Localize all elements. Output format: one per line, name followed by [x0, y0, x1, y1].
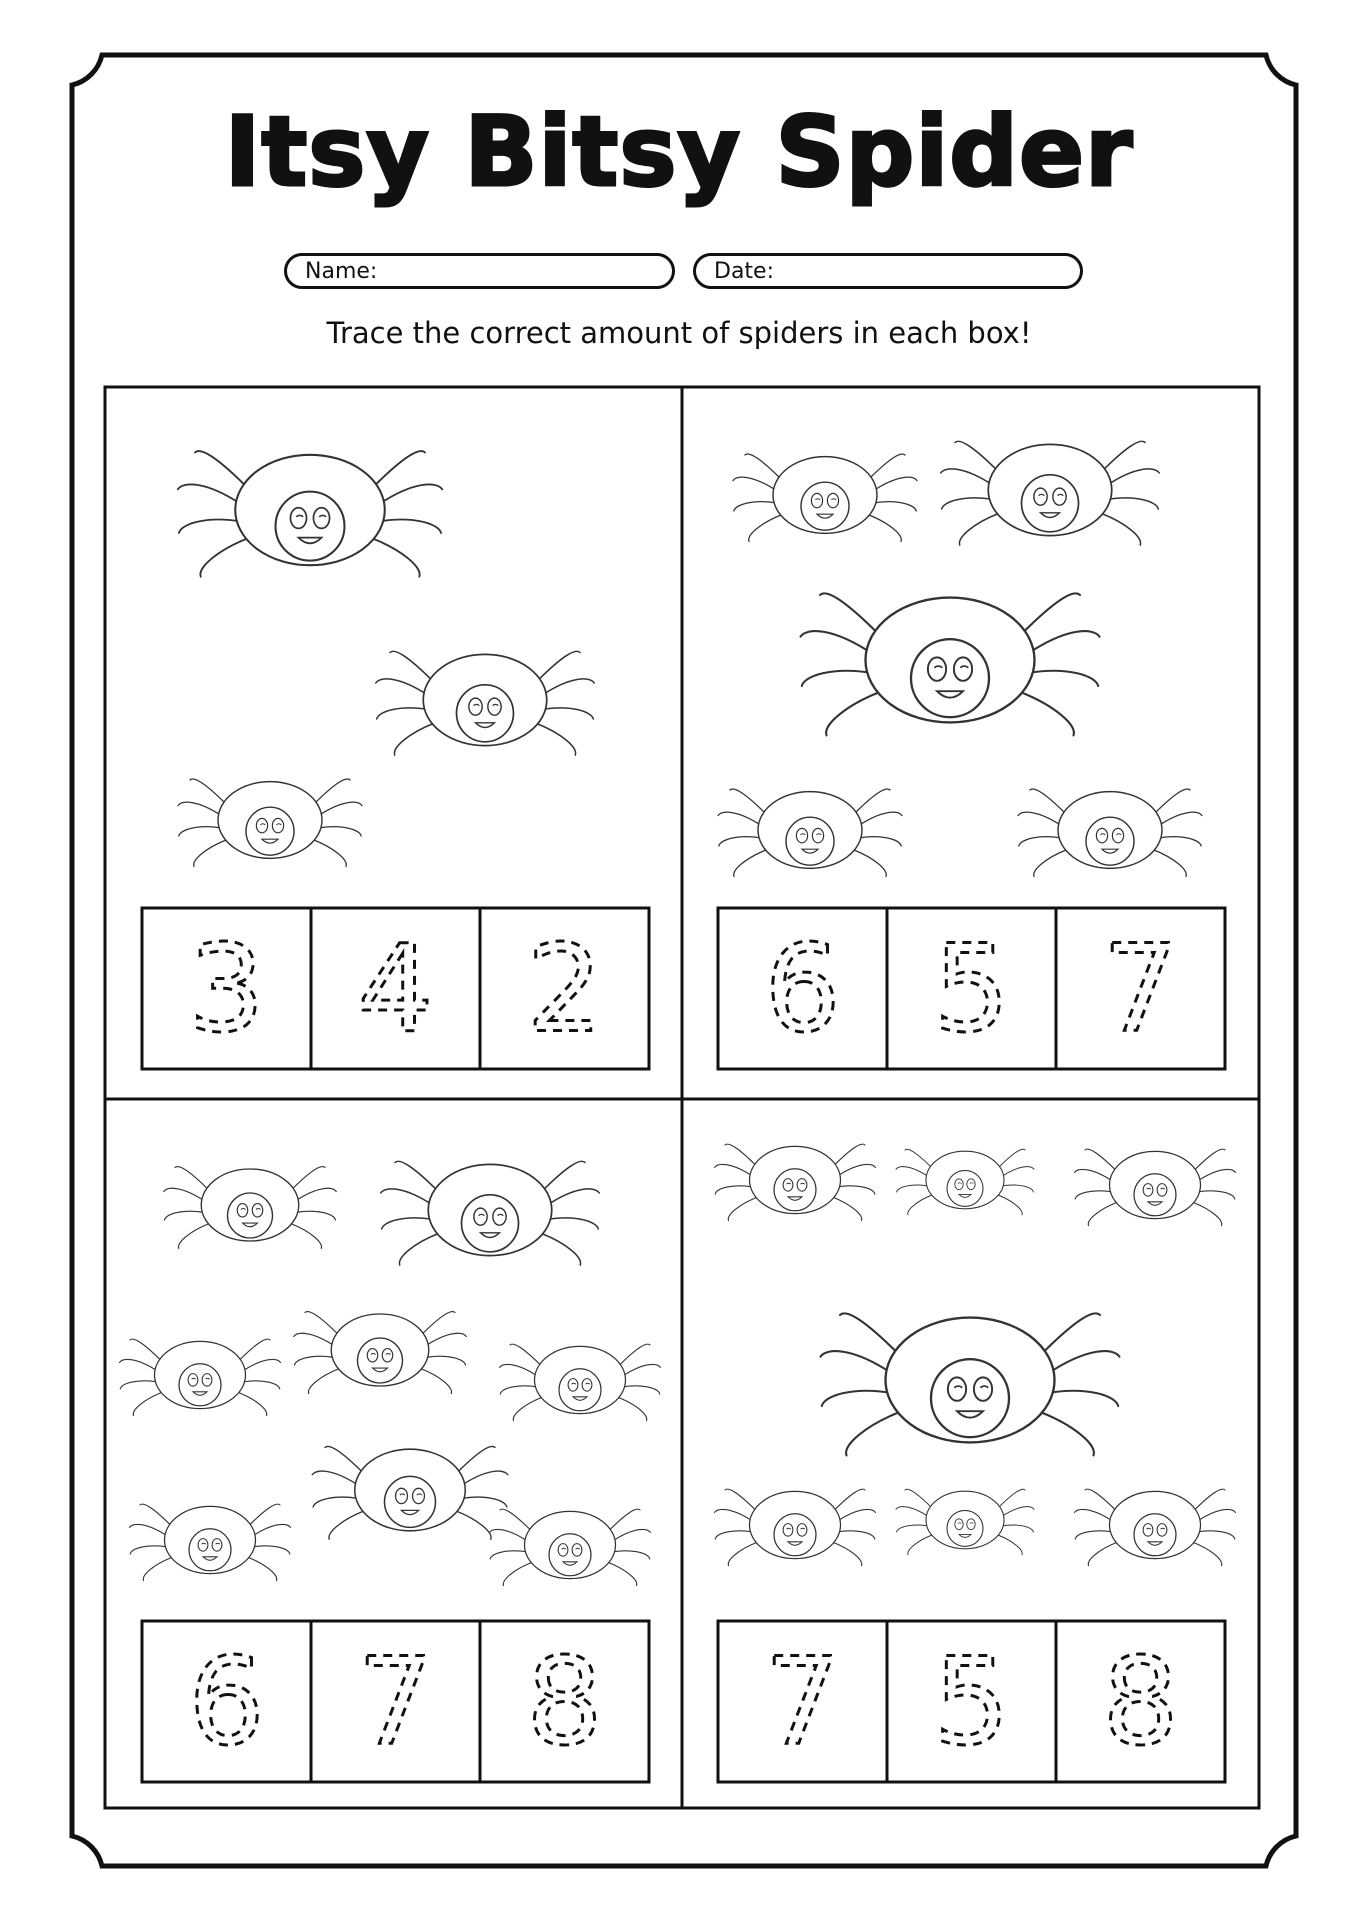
spider	[120, 1339, 281, 1415]
spider	[1075, 1489, 1236, 1565]
spider	[715, 1144, 876, 1220]
tracing-number: 7	[357, 1633, 434, 1773]
spider	[164, 1167, 337, 1249]
spider	[1018, 789, 1202, 876]
instruction-text: Trace the correct amount of spiders in each box!	[326, 316, 1032, 350]
quadrant-1-spiders	[178, 451, 595, 866]
spider	[178, 451, 443, 577]
tracing-number: 5	[933, 1633, 1010, 1773]
quadrant-2-spiders	[718, 441, 1202, 876]
quadrant-3-spiders	[120, 1161, 661, 1585]
spider	[490, 1509, 651, 1585]
spider	[376, 651, 595, 755]
tracing-number: 7	[1102, 920, 1179, 1060]
spider	[130, 1504, 291, 1580]
tracing-number: 6	[764, 920, 841, 1060]
tracing-number: 4	[357, 920, 434, 1060]
spider	[801, 593, 1100, 735]
date-label: Date:	[714, 259, 774, 284]
spider	[896, 1489, 1034, 1555]
spider	[718, 789, 902, 876]
name-label: Name:	[305, 259, 378, 284]
spider	[941, 441, 1160, 545]
page-title: Itsy Bitsy Spider	[224, 96, 1134, 208]
spider	[381, 1161, 600, 1265]
tracing-number: 8	[526, 1633, 603, 1773]
spider	[500, 1344, 661, 1420]
answer-row-2	[718, 908, 1225, 1069]
answer-row-1	[142, 908, 649, 1069]
tracing-number: 5	[933, 920, 1010, 1060]
spider	[1075, 1149, 1236, 1225]
spider	[312, 1446, 508, 1539]
spider	[821, 1313, 1120, 1455]
tracing-number: 7	[764, 1633, 841, 1773]
tracing-number: 8	[1102, 1633, 1179, 1773]
spider	[294, 1312, 467, 1394]
answer-row-4	[718, 1621, 1225, 1782]
spider	[715, 1489, 876, 1565]
answer-row-3	[142, 1621, 649, 1782]
tracing-number: 2	[526, 920, 603, 1060]
tracing-number: 3	[188, 920, 265, 1060]
tracing-number: 6	[188, 1633, 265, 1773]
spider	[733, 454, 917, 541]
spider	[178, 779, 362, 866]
spider	[896, 1149, 1034, 1215]
quadrant-4-spiders	[715, 1144, 1236, 1565]
